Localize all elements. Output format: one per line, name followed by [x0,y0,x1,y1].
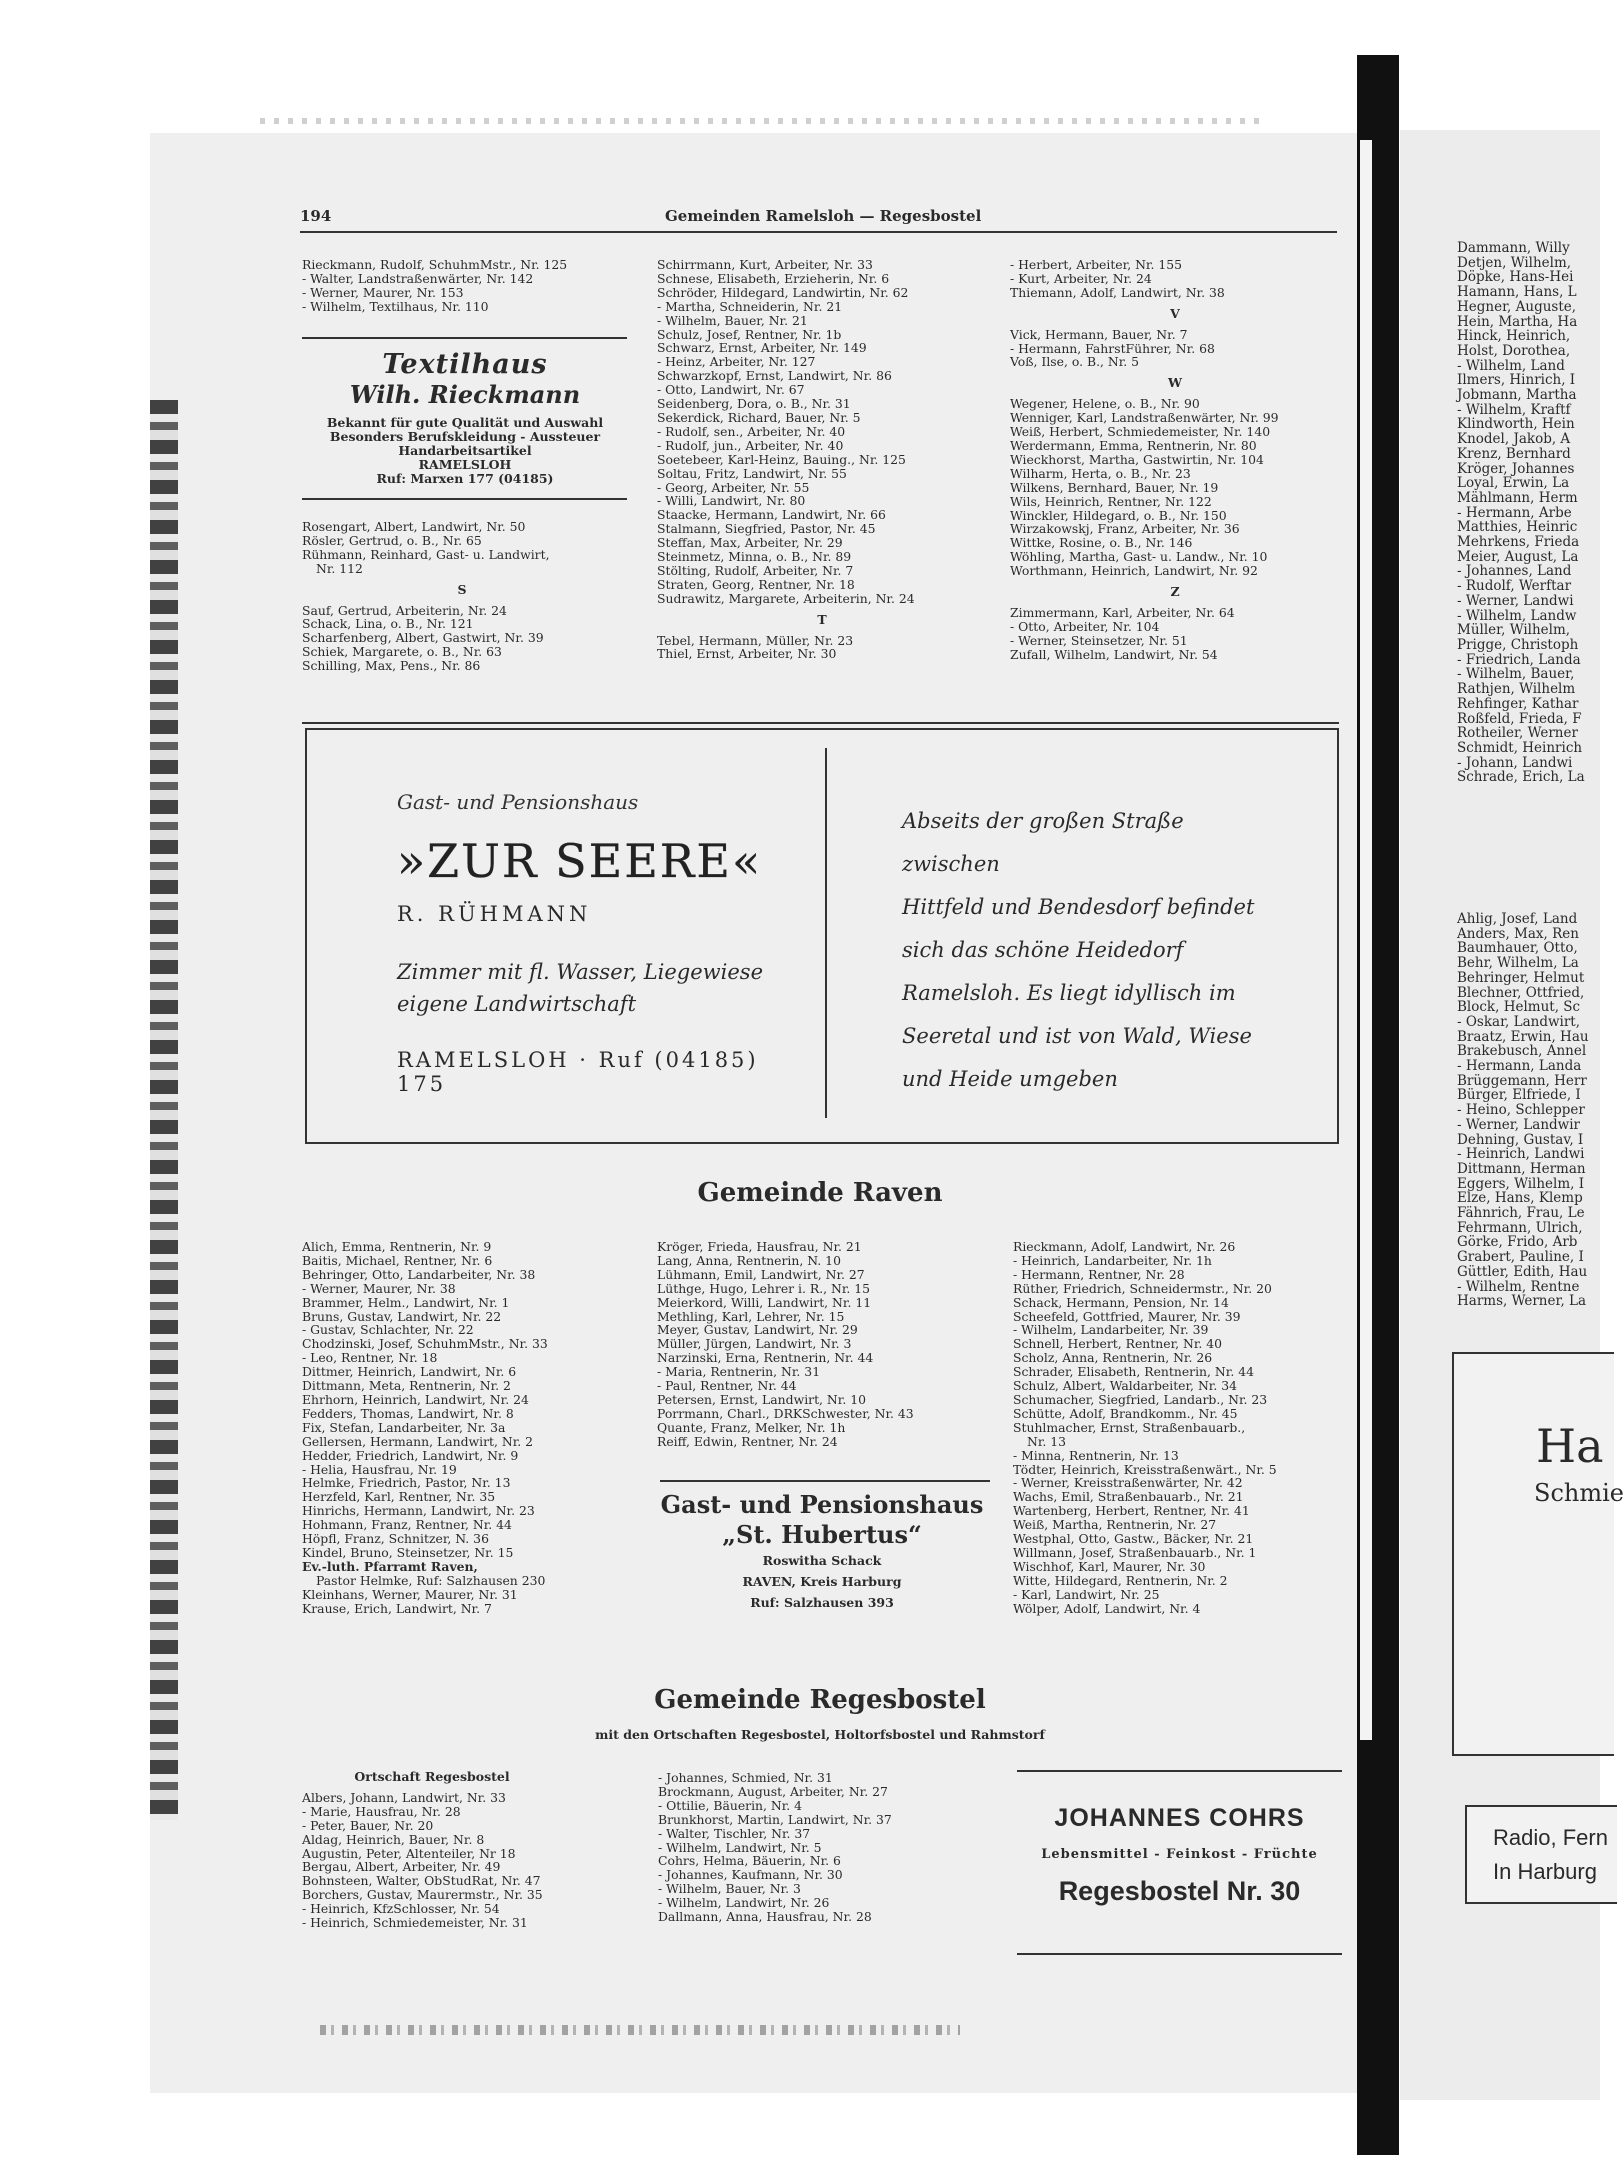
directory-entry: Rieckmann, Rudolf, SchuhmMstr., Nr. 125 [302,257,568,272]
ortschaft-heading: Ortschaft Regesbostel [354,1769,510,1784]
textilhaus-line2: Besonders Berufskleidung - Aussteuer [329,429,601,444]
directory-entry: Pastor Helmke, Ruf: Salzhausen 230 [316,1572,546,1588]
directory-entry: - Helia, Hausfrau, Nr. 19 [302,1461,457,1477]
facing-entry: Matthies, Heinric [1457,519,1578,536]
directory-entry: Schack, Lina, o. B., Nr. 121 [302,616,474,632]
directory-entry: - Johannes, Schmied, Nr. 31 [658,1770,833,1785]
directory-entry: Lang, Anna, Rentnerin, N. 10 [657,1252,841,1268]
directory-entry: Nr. 112 [316,560,363,576]
facing-entry: Behringer, Helmut [1457,969,1585,986]
letter-heading: Z [1170,584,1180,600]
directory-entry: Schrader, Elisabeth, Rentnerin, Nr. 44 [1013,1364,1254,1380]
directory-entry: - Peter, Bauer, Nr. 20 [302,1817,434,1833]
bottom-bleed-marks [320,2025,960,2035]
directory-entry: Schulz, Josef, Rentner, Nr. 1b [657,326,842,342]
directory-entry: Sekerdick, Richard, Bauer, Nr. 5 [657,409,861,425]
directory-entry: Soltau, Fritz, Landwirt, Nr. 55 [657,465,847,481]
directory-entry: Meyer, Gustav, Landwirt, Nr. 29 [657,1322,858,1338]
directory-entry: Alich, Emma, Rentnerin, Nr. 9 [302,1239,492,1254]
directory-entry: Helmke, Friedrich, Pastor, Nr. 13 [302,1475,511,1491]
directory-entry: Schilling, Max, Pens., Nr. 86 [302,658,481,674]
facing-entry: Ahlig, Josef, Land [1457,911,1578,927]
directory-entry: - Gustav, Schlachter, Nr. 22 [302,1322,474,1338]
directory-entry: Baitis, Michael, Rentner, Nr. 6 [302,1252,493,1268]
regesbostel-subtitle: mit den Ortschaften Regesbostel, Holtorfsbostel und Rahmstorf [595,1727,1045,1742]
directory-entry: - Willi, Landwirt, Nr. 80 [657,493,806,509]
facing-entry: Elze, Hans, Klemp [1457,1190,1583,1207]
directory-entry: - Maria, Rentnerin, Nr. 31 [657,1364,821,1380]
directory-entry: Vick, Hermann, Bauer, Nr. 7 [1010,326,1188,342]
textilhaus-line3: Handarbeitsartikel [398,443,532,458]
raven-column-2 [657,1240,914,1449]
directory-entry: - Wilhelm, Landwirt, Nr. 5 [658,1839,822,1855]
textilhaus-ad [300,350,630,486]
directory-entry: Borchers, Gustav, Maurermstr., Nr. 35 [302,1887,543,1903]
cohrs-products: Lebensmittel - Feinkost - Früchte [1041,1847,1318,1862]
directory-entry: Kröger, Frieda, Hausfrau, Nr. 21 [657,1239,862,1254]
facing-entry: - Heinrich, Landwi [1457,1146,1585,1163]
directory-entry: Schiek, Margarete, o. B., Nr. 63 [302,644,502,660]
facing-entry: Prigge, Christoph [1457,636,1579,653]
directory-entry: - Hermann, FahrstFührer, Nr. 68 [1010,340,1215,356]
directory-entry: Rieckmann, Adolf, Landwirt, Nr. 26 [1013,1239,1236,1254]
directory-entry: Wils, Heinrich, Rentner, Nr. 122 [1010,493,1212,509]
directory-entry: Ehrhorn, Heinrich, Landwirt, Nr. 24 [302,1391,529,1407]
textilhaus-name-line1: Textilhaus [382,349,548,380]
facing-entry: Rotheiler, Werner [1457,725,1578,742]
directory-entry: Aldag, Heinrich, Bauer, Nr. 8 [302,1831,485,1847]
directory-entry: Zufall, Wilhelm, Landwirt, Nr. 54 [1010,646,1218,662]
zur-seere-description-line: Abseits der großen Straße zwischen [902,809,1184,876]
directory-entry: Wilkens, Bernhard, Bauer, Nr. 19 [1010,479,1219,495]
directory-entry: Sauf, Gertrud, Arbeiterin, Nr. 24 [302,602,507,618]
running-title: Gemeinden Ramelsloh — Regesbostel [665,207,982,225]
directory-entry: - Kurt, Arbeiter, Nr. 24 [1010,270,1152,286]
directory-entry: Herzfeld, Karl, Rentner, Nr. 35 [302,1489,496,1505]
directory-entry: Rüther, Friedrich, Schneidermstr., Nr. 20 [1013,1280,1272,1296]
facing-entry: Braatz, Erwin, Hau [1457,1028,1589,1045]
directory-entry: Staacke, Hermann, Landwirt, Nr. 66 [657,507,886,523]
directory-entry: Zimmermann, Karl, Arbeiter, Nr. 64 [1010,604,1235,620]
directory-entry: - Georg, Arbeiter, Nr. 55 [657,479,810,495]
directory-entry: Scheefeld, Gottfried, Maurer, Nr. 39 [1013,1308,1241,1324]
directory-entry: - Rudolf, jun., Arbeiter, Nr. 40 [657,437,844,453]
directory-entry: Schröder, Hildegard, Landwirtin, Nr. 62 [657,284,909,300]
directory-entry: - Heinrich, Landarbeiter, Nr. 1h [1013,1252,1212,1268]
directory-entry: Wölper, Adolf, Landwirt, Nr. 4 [1013,1600,1201,1616]
directory-entry: - Otto, Arbeiter, Nr. 104 [1010,618,1160,634]
directory-entry: Bohnsteen, Walter, ObStudRat, Nr. 47 [302,1873,541,1889]
directory-entry: Schnell, Herbert, Rentner, Nr. 40 [1013,1336,1223,1352]
directory-entry: - Werner, Maurer, Nr. 38 [302,1280,456,1296]
directory-entry: - Martha, Schneiderin, Nr. 21 [657,298,843,314]
facing-entry: Güttler, Edith, Hau [1457,1263,1588,1280]
facing-entry: Müller, Wilhelm, [1457,622,1571,639]
directory-entry: Dittmer, Heinrich, Landwirt, Nr. 6 [302,1364,517,1380]
facing-entry: - Wilhelm, Bauer, [1457,666,1575,683]
ad-divider-bottom [302,498,627,500]
directory-entry: Tebel, Hermann, Müller, Nr. 23 [657,632,854,648]
textilhaus-line4: RAMELSLOH [418,457,512,472]
directory-entry: Winckler, Hildegard, o. B., Nr. 150 [1010,507,1227,523]
hubertus-phone: Ruf: Salzhausen 393 [750,1595,894,1610]
directory-entry: Witte, Hildegard, Rentnerin, Nr. 2 [1013,1572,1228,1588]
ramelsloh-column-1-bottom [302,520,622,673]
directory-entry: - Karl, Landwirt, Nr. 25 [1013,1586,1160,1602]
directory-entry: Steinmetz, Minna, o. B., Nr. 89 [657,549,852,565]
directory-entry: Tödter, Heinrich, Kreisstraßenwärt., Nr. 5 [1013,1461,1277,1477]
directory-entry: - Wilhelm, Landarbeiter, Nr. 39 [1013,1322,1209,1338]
facing-ad2-line1: Radio, Fern [1493,1825,1608,1850]
facing-entry: Rathjen, Wilhelm [1457,681,1576,698]
facing-entry: Brakebusch, Annel [1457,1043,1587,1060]
directory-entry: - Walter, Tischler, Nr. 37 [658,1825,811,1841]
directory-entry: Meierkord, Willi, Landwirt, Nr. 11 [657,1294,872,1310]
facing-entry: Dammann, Willy [1457,240,1570,256]
facing-entry: Schrade, Erich, La [1457,769,1585,786]
directory-entry: Rühmann, Reinhard, Gast- u. Landwirt, [302,546,550,562]
facing-entry: Anders, Max, Ren [1457,925,1579,942]
facing-entry: Hein, Martha, Ha [1457,313,1578,330]
directory-entry: Bergau, Albert, Arbeiter, Nr. 49 [302,1859,501,1875]
facing-entry: Blechner, Ottfried, [1457,984,1585,1001]
directory-entry: - Heinrich, Schmiedemeister, Nr. 31 [302,1915,528,1931]
facing-entry: Hegner, Auguste, [1457,298,1577,315]
directory-entry: Chodzinski, Josef, SchuhmMstr., Nr. 33 [302,1336,548,1352]
directory-entry: Willmann, Josef, Straßenbauarb., Nr. 1 [1013,1544,1257,1560]
directory-entry: Gellersen, Hermann, Landwirt, Nr. 2 [302,1433,534,1449]
directory-entry: Müller, Jürgen, Landwirt, Nr. 3 [657,1336,852,1352]
facing-entry: Hinck, Heinrich, [1457,328,1571,345]
directory-entry: Petersen, Ernst, Landwirt, Nr. 10 [657,1391,866,1407]
facing-entry: Rehfinger, Kathar [1457,695,1579,712]
directory-entry: Nr. 13 [1027,1433,1067,1449]
facing-entry: Görke, Frido, Arb [1457,1234,1578,1251]
facing-entry: - Rudolf, Werftar [1457,578,1572,595]
directory-entry: Kleinhans, Werner, Maurer, Nr. 31 [302,1586,518,1602]
directory-entry: Dittmann, Meta, Rentnerin, Nr. 2 [302,1378,511,1394]
directory-entry: Wegener, Helene, o. B., Nr. 90 [1010,396,1200,412]
directory-entry: - Minna, Rentnerin, Nr. 13 [1013,1447,1179,1463]
facing-entry: - Hermann, Landa [1457,1058,1582,1075]
directory-entry: - Werner, Steinsetzer, Nr. 51 [1010,632,1188,648]
textilhaus-line5: Ruf: Marxen 177 (04185) [376,471,554,486]
directory-entry: - Werner, Maurer, Nr. 153 [302,284,464,300]
hubertus-owner: Roswitha Schack [762,1553,882,1568]
facing-entry: - Heino, Schlepper [1457,1102,1585,1119]
zur-seere-description-line: Ramelsloh. Es liegt idyllisch im [902,981,1236,1005]
directory-entry: Stuhlmacher, Ernst, Straßenbauarb., [1013,1419,1246,1435]
directory-entry: Thiemann, Adolf, Landwirt, Nr. 38 [1010,284,1225,300]
directory-entry: - Walter, Landstraßenwärter, Nr. 142 [302,270,534,286]
facing-entry: - Oskar, Landwirt, [1457,1013,1581,1030]
directory-entry: Rösler, Gertrud, o. B., Nr. 65 [302,532,482,548]
facing-entry: - Hermann, Arbe [1457,504,1572,521]
zur-seere-features-1: Zimmer mit fl. Wasser, Liegewiese [397,960,764,984]
directory-entry: Hohmann, Franz, Rentner, Nr. 44 [302,1517,512,1533]
facing-entry: Mählmann, Herm [1457,489,1578,506]
facing-entry: Block, Helmut, Sc [1457,999,1581,1016]
facing-page-ad-box-2 [1465,1805,1617,1904]
zur-seere-subtitle: Gast- und Pensionshaus [397,790,639,814]
textilhaus-line1: Bekannt für gute Qualität und Auswahl [326,415,604,430]
directory-entry: Ev.-luth. Pfarramt Raven, [302,1558,478,1574]
letter-heading: T [817,611,827,627]
zur-seere-description-line: Hittfeld und Bendesdorf befindet [902,895,1255,919]
facing-entry: - Werner, Landwi [1457,592,1574,609]
directory-entry: - Leo, Rentner, Nr. 18 [302,1350,438,1366]
directory-entry: Methling, Karl, Lehrer, Nr. 15 [657,1308,845,1324]
ramelsloh-column-3 [1010,258,1340,662]
facing-page-column-top [1457,241,1600,785]
facing-entry: Brüggemann, Herr [1457,1072,1587,1089]
facing-entry: - Wilhelm, Kraftf [1457,401,1571,418]
cohrs-address: Regesbostel Nr. 30 [1058,1876,1301,1906]
directory-entry: Thiel, Ernst, Arbeiter, Nr. 30 [657,646,837,662]
directory-entry: Hinrichs, Hermann, Landwirt, Nr. 23 [302,1503,535,1519]
zur-seere-features-2: eigene Landwirtschaft [397,992,637,1016]
facing-entry: Baumhauer, Otto, [1457,940,1578,957]
facing-entry: Kröger, Johannes [1457,460,1575,477]
directory-entry: Narzinski, Erna, Rentnerin, Nr. 44 [657,1350,874,1366]
directory-entry: - Ottilie, Bäuerin, Nr. 4 [658,1797,803,1813]
facing-entry: Fehrmann, Ulrich, [1457,1219,1583,1236]
directory-entry: Höpfl, Franz, Schnitzer, N. 36 [302,1531,489,1547]
directory-entry: - Heinrich, KfzSchlosser, Nr. 54 [302,1901,500,1917]
directory-entry: - Otto, Landwirt, Nr. 67 [657,382,805,398]
facing-entry: Harms, Werner, La [1457,1293,1587,1310]
directory-entry: Wischhof, Karl, Maurer, Nr. 30 [1013,1558,1206,1574]
facing-entry: Jobmann, Martha [1457,387,1577,404]
facing-entry: Hamann, Hans, L [1457,284,1577,301]
directory-entry: Weiß, Martha, Rentnerin, Nr. 27 [1013,1517,1217,1533]
facing-entry: - Friedrich, Landa [1457,651,1581,668]
spine-gap [1360,140,1372,1740]
directory-entry: Soetebeer, Karl-Heinz, Bauing., Nr. 125 [657,451,906,467]
directory-entry: Schack, Hermann, Pension, Nr. 14 [1013,1294,1229,1310]
directory-entry: Schütte, Adolf, Brandkomm., Nr. 45 [1013,1405,1238,1421]
directory-entry: Schumacher, Siegfried, Landarb., Nr. 23 [1013,1391,1268,1407]
zur-seere-name: »ZUR SEERE« [397,834,763,888]
facing-entry: Knodel, Jakob, A [1457,431,1571,448]
facing-entry: - Wilhelm, Land [1457,357,1565,374]
facing-entry: Dittmann, Herman [1457,1160,1586,1177]
facing-entry: - Johannes, Land [1457,563,1572,580]
letter-heading: W [1167,375,1183,391]
directory-entry: Worthmann, Heinrich, Landwirt, Nr. 92 [1010,563,1258,579]
directory-entry: - Wilhelm, Bauer, Nr. 21 [657,312,808,328]
ramelsloh-column-1-top [302,258,567,314]
facing-entry: - Wilhelm, Landw [1457,607,1577,624]
directory-entry: - Wilhelm, Textilhaus, Nr. 110 [302,298,489,314]
facing-entry: Ilmers, Hinrich, I [1457,372,1576,389]
directory-entry: - Rudolf, sen., Arbeiter, Nr. 40 [657,423,846,439]
facing-entry: Holst, Dorothea, [1457,342,1571,359]
directory-entry: Werdermann, Emma, Rentnerin, Nr. 80 [1010,437,1257,453]
directory-entry: Schulz, Albert, Waldarbeiter, Nr. 34 [1013,1378,1237,1394]
page-header [300,205,1337,233]
facing-entry: Behr, Wilhelm, La [1457,955,1579,972]
directory-entry: Wieckhorst, Martha, Gastwirtin, Nr. 104 [1010,451,1264,467]
hubertus-rule-top [660,1480,990,1482]
raven-column-3 [1013,1240,1277,1615]
facing-page-ad-box [1452,1352,1624,1756]
zur-seere-phone: RAMELSLOH · Ruf (04185) 175 [397,1048,759,1096]
cohrs-name: JOHANNES COHRS [1054,1804,1305,1832]
directory-entry: - Heinz, Arbeiter, Nr. 127 [657,354,816,370]
directory-entry: Krause, Erich, Landwirt, Nr. 7 [302,1600,492,1616]
cohrs-ad [1017,1770,1342,1953]
directory-entry: Rosengart, Albert, Landwirt, Nr. 50 [302,519,526,534]
directory-entry: Steffan, Max, Arbeiter, Nr. 29 [657,535,843,551]
directory-entry: - Hermann, Rentner, Nr. 28 [1013,1266,1185,1282]
facing-entry: - Wilhelm, Rentne [1457,1278,1580,1295]
directory-entry: Sudrawitz, Margarete, Arbeiterin, Nr. 24 [657,590,915,606]
directory-entry: Dallmann, Anna, Hausfrau, Nr. 28 [658,1909,872,1925]
section-divider [302,722,1339,724]
directory-entry: Cohrs, Helma, Bäuerin, Nr. 6 [658,1853,841,1869]
directory-entry: - Wilhelm, Landwirt, Nr. 26 [658,1895,830,1911]
directory-entry: Reiff, Edwin, Rentner, Nr. 24 [657,1433,838,1449]
directory-entry: Westphal, Otto, Gastw., Bäcker, Nr. 21 [1013,1531,1254,1547]
page-number: 194 [300,207,332,225]
facing-entry: Fähnrich, Frau, Le [1457,1205,1585,1222]
section-title-regesbostel: Gemeinde Regesbostel [654,1685,986,1715]
directory-entry: Straten, Georg, Rentner, Nr. 18 [657,576,855,592]
zur-seere-description [902,800,1282,1101]
directory-entry: - Werner, Kreisstraßenwärter, Nr. 42 [1013,1475,1243,1491]
directory-entry: Wilharm, Herta, o. B., Nr. 23 [1010,465,1191,481]
regesbostel-column-1 [302,1770,562,1930]
facing-entry: Mehrkens, Frieda [1457,534,1580,551]
directory-entry: - Wilhelm, Bauer, Nr. 3 [658,1881,801,1897]
directory-entry: Stölting, Rudolf, Arbeiter, Nr. 7 [657,562,854,578]
directory-entry: Bruns, Gustav, Landwirt, Nr. 22 [302,1308,502,1324]
zur-seere-left [397,790,797,1096]
facing-entry: Loyal, Erwin, La [1457,475,1570,492]
directory-entry: Brockmann, August, Arbeiter, Nr. 27 [658,1783,888,1799]
directory-entry: Seidenberg, Dora, o. B., Nr. 31 [657,396,851,412]
directory-entry: Behringer, Otto, Landarbeiter, Nr. 38 [302,1266,536,1282]
directory-entry: Wöhling, Martha, Gast- u. Landw., Nr. 10 [1010,549,1268,565]
ramelsloh-column-2 [657,258,987,661]
facing-ad-subtitle: Schmie [1534,1479,1624,1507]
zur-seere-description-line: und Heide umgeben [902,1067,1118,1091]
zur-seere-description-line: Seeretal und ist von Wald, Wiese [902,1024,1252,1048]
zur-seere-ad [305,728,1339,1144]
directory-entry: Stalmann, Siegfried, Pastor, Nr. 45 [657,521,876,537]
directory-entry: Brunkhorst, Martin, Landwirt, Nr. 37 [658,1811,892,1827]
directory-entry: Brammer, Helm., Landwirt, Nr. 1 [302,1294,510,1310]
hubertus-line1: Gast- und Pensionshaus [660,1490,984,1519]
directory-entry: Schirrmann, Kurt, Arbeiter, Nr. 33 [657,257,873,272]
ad-vertical-divider [825,748,827,1118]
facing-entry: Dehning, Gustav, I [1457,1131,1584,1148]
facing-ad2-line2: In Harburg [1493,1859,1597,1884]
facing-entry: Meier, August, La [1457,548,1579,565]
ad-divider-top [302,337,627,339]
letter-heading: V [1170,305,1180,321]
textilhaus-name-line2: Wilh. Rieckmann [349,380,581,409]
facing-entry: Detjen, Wilhelm, [1457,254,1572,271]
facing-entry: Klindworth, Hein [1457,416,1575,433]
directory-entry: Weiß, Herbert, Schmiedemeister, Nr. 140 [1010,424,1271,440]
directory-entry: - Paul, Rentner, Nr. 44 [657,1378,797,1394]
directory-entry: Schnese, Elisabeth, Erzieherin, Nr. 6 [657,270,890,286]
bleed-through-marks [260,118,1260,124]
facing-entry: Bürger, Elfriede, I [1457,1087,1581,1104]
directory-entry: Wittke, Rosine, o. B., Nr. 146 [1010,535,1193,551]
zur-seere-owner: R. RÜHMANN [397,902,592,926]
directory-entry: - Johannes, Kaufmann, Nr. 30 [658,1867,843,1883]
directory-entry: Quante, Franz, Melker, Nr. 1h [657,1419,846,1435]
facing-entry: - Johann, Landwi [1457,754,1573,771]
facing-entry: Krenz, Bernhard [1457,445,1571,462]
directory-entry: - Herbert, Arbeiter, Nr. 155 [1010,257,1183,272]
directory-entry: Wirzakowskj, Franz, Arbeiter, Nr. 36 [1010,521,1240,537]
facing-entry: Schmidt, Heinrich [1457,739,1583,756]
hubertus-place: RAVEN, Kreis Harburg [742,1574,902,1589]
hubertus-ad [652,1490,992,1613]
raven-column-1 [302,1240,548,1615]
zur-seere-description-line: sich das schöne Heidedorf [902,938,1184,962]
directory-entry: Voß, Ilse, o. B., Nr. 5 [1010,354,1140,370]
facing-entry: Grabert, Pauline, I [1457,1249,1584,1266]
directory-entry: Albers, Johann, Landwirt, Nr. 33 [302,1789,506,1805]
directory-entry: Kindel, Bruno, Steinsetzer, Nr. 15 [302,1544,514,1560]
directory-entry: Schwarzkopf, Ernst, Landwirt, Nr. 86 [657,368,892,384]
directory-entry: Lüthge, Hugo, Lehrer i. R., Nr. 15 [657,1280,871,1296]
directory-entry: - Marie, Hausfrau, Nr. 28 [302,1803,461,1819]
facing-entry: Döpke, Hans-Hei [1457,269,1574,286]
facing-page-column-bottom [1457,912,1600,1309]
cohrs-rule-bottom [1017,1953,1342,1955]
facing-entry: - Werner, Landwir [1457,1116,1580,1133]
section-title-raven: Gemeinde Raven [697,1178,943,1208]
directory-entry: Scharfenberg, Albert, Gastwirt, Nr. 39 [302,630,544,646]
directory-entry: Wenniger, Karl, Landstraßenwärter, Nr. 99 [1010,410,1279,426]
directory-entry: Fedders, Thomas, Landwirt, Nr. 8 [302,1405,514,1421]
binding-edge [150,400,178,1820]
directory-entry: Hedder, Friedrich, Landwirt, Nr. 9 [302,1447,519,1463]
hubertus-line2: „St. Hubertus“ [722,1520,922,1549]
directory-entry: Porrmann, Charl., DRKSchwester, Nr. 43 [657,1405,914,1421]
letter-heading: S [457,581,467,597]
directory-entry: Lühmann, Emil, Landwirt, Nr. 27 [657,1266,865,1282]
facing-ad-title: Ha [1536,1419,1604,1473]
regesbostel-column-2 [658,1771,892,1924]
directory-entry: Scholz, Anna, Rentnerin, Nr. 26 [1013,1350,1213,1366]
directory-entry: Wartenberg, Herbert, Rentner, Nr. 41 [1013,1503,1250,1519]
facing-entry: Eggers, Wilhelm, I [1457,1175,1585,1192]
directory-entry: Augustin, Peter, Altenteiler, Nr 18 [302,1845,516,1861]
facing-entry: Roßfeld, Frieda, F [1457,710,1582,727]
directory-entry: Fix, Stefan, Landarbeiter, Nr. 3a [302,1419,506,1435]
directory-entry: Schwarz, Ernst, Arbeiter, Nr. 149 [657,340,867,356]
directory-entry: Wachs, Emil, Straßenbauarb., Nr. 21 [1013,1489,1244,1505]
